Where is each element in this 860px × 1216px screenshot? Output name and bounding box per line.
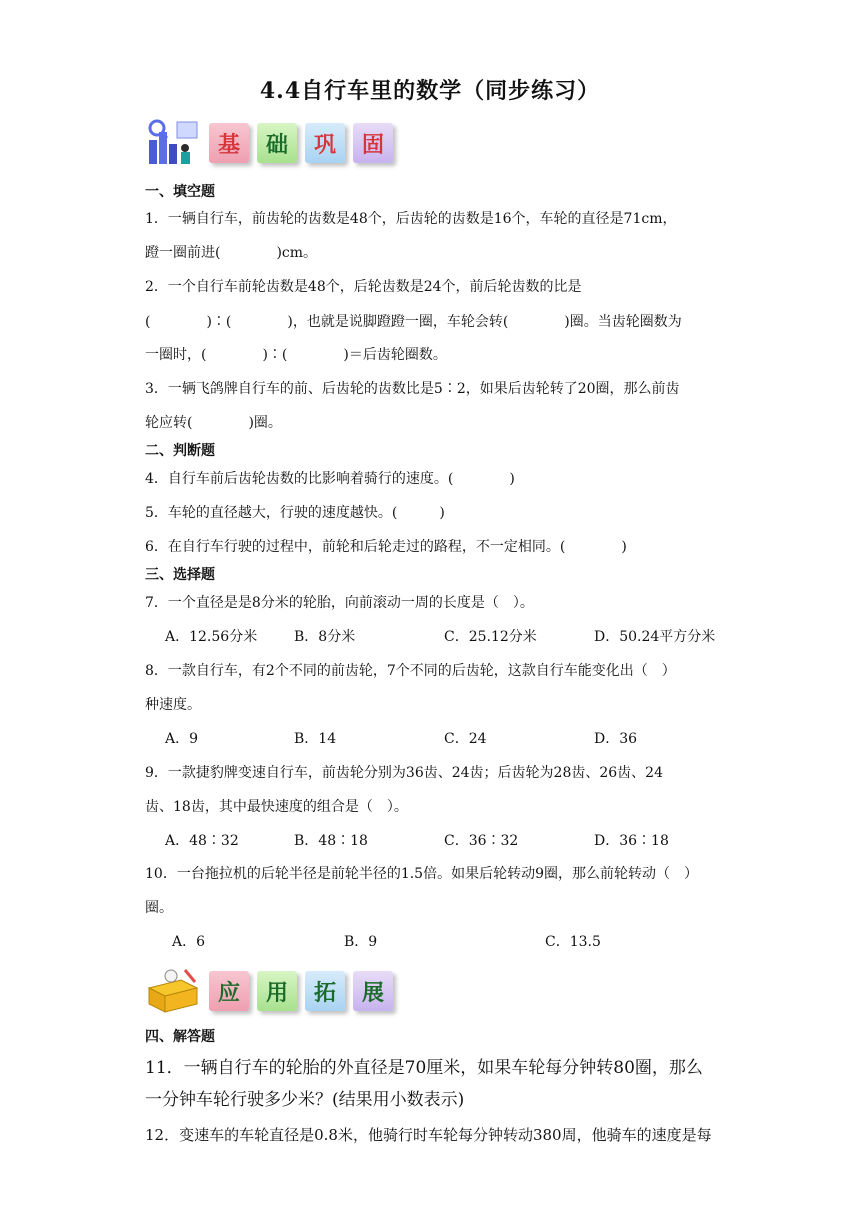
banner-char: 基: [209, 123, 249, 163]
option-a[interactable]: A．12.56分米: [165, 629, 258, 645]
banner-char: 固: [353, 123, 393, 163]
section-heading: 四、解答题: [145, 1029, 215, 1045]
question-line: 一圈时，( )∶( )＝后齿轮圈数。: [145, 347, 447, 363]
banner-char: 用: [257, 971, 297, 1011]
question-line: 齿、18齿，其中最快速度的组合是（ ）。: [145, 799, 408, 815]
question-line: 11．一辆自行车的轮胎的外直径是70厘米，如果车轮每分钟转80圈，那么: [145, 1058, 703, 1078]
question-line: 5．车轮的直径越大，行驶的速度越快。( ): [145, 505, 445, 521]
banner-char: 拓: [305, 971, 345, 1011]
question-line: 2．一个自行车前轮齿数是48个，后轮齿数是24个，前后轮齿数的比是: [145, 279, 582, 295]
option-c[interactable]: C．36∶32: [444, 833, 519, 849]
question-line: 12．变速车的车轮直径是0.8米，他骑行时车轮每分钟转动380周，他骑车的速度是每: [145, 1126, 712, 1144]
question-line: 4．自行车前后齿轮齿数的比影响着骑行的速度。( ): [145, 471, 515, 487]
question-line: 9．一款捷豹牌变速自行车，前齿轮分别为36齿、24齿；后齿轮为28齿、26齿、24: [145, 765, 663, 781]
option-b[interactable]: B．48∶18: [294, 833, 368, 849]
question-line: 3．一辆飞鸽牌自行车的前、后齿轮的齿数比是5∶2，如果后齿轮转了20圈，那么前齿: [145, 381, 680, 397]
question-line: 种速度。: [145, 697, 201, 713]
option-d[interactable]: D．36∶18: [594, 833, 669, 849]
option-b[interactable]: B．14: [294, 731, 337, 747]
option-c[interactable]: C．25.12分米: [444, 629, 537, 645]
section-heading: 三、选择题: [145, 567, 215, 583]
question-line: 一分钟车轮行驶多少米？(结果用小数表示): [145, 1090, 465, 1110]
banner-extension: [145, 966, 393, 1016]
question-line: 轮应转( )圈。: [145, 415, 282, 431]
section-heading: 二、判断题: [145, 443, 215, 459]
toolbox-icon: [145, 966, 201, 1016]
section-heading: 一、填空题: [145, 184, 215, 200]
banner-basic: [145, 118, 393, 168]
option-d[interactable]: D．36: [594, 731, 638, 747]
option-b[interactable]: B．9: [344, 934, 378, 950]
option-c[interactable]: C．13.5: [545, 934, 601, 950]
option-c[interactable]: C．24: [444, 731, 487, 747]
option-d[interactable]: D．50.24平方分米: [594, 629, 716, 645]
banner-char: 应: [209, 971, 249, 1011]
data-analysis-icon: [145, 118, 201, 168]
option-a[interactable]: A．6: [172, 934, 206, 950]
question-line: 蹬一圈前进( )cm。: [145, 245, 318, 261]
option-a[interactable]: A．48∶32: [165, 833, 239, 849]
question-line: ( )∶( )，也就是说脚蹬蹬一圈，车轮会转( )圈。当齿轮圈数为: [145, 314, 682, 330]
option-a[interactable]: A．9: [165, 731, 199, 747]
banner-char: 展: [353, 971, 393, 1011]
banner-char: 础: [257, 123, 297, 163]
banner-char: 巩: [305, 123, 345, 163]
question-line: 6．在自行车行驶的过程中，前轮和后轮走过的路程，不一定相同。( ): [145, 539, 627, 555]
question-line: 8．一款自行车，有2个不同的前齿轮，7个不同的后齿轮，这款自行车能变化出（ ）: [145, 663, 676, 679]
question-line: 圈。: [145, 900, 173, 916]
question-line: 7．一个直径是是8分米的轮胎，向前滚动一周的长度是（ ）。: [145, 595, 534, 611]
option-b[interactable]: B．8分米: [294, 629, 356, 645]
question-line: 1．一辆自行车，前齿轮的齿数是48个，后齿轮的齿数是16个，车轮的直径是71cm，: [145, 211, 677, 227]
question-line: 10．一台拖拉机的后轮半径是前轮半径的1.5倍。如果后轮转动9圈，那么前轮转动（ ）: [145, 866, 698, 882]
page-title: 4.4自行车里的数学（同步练习）: [259, 78, 601, 104]
